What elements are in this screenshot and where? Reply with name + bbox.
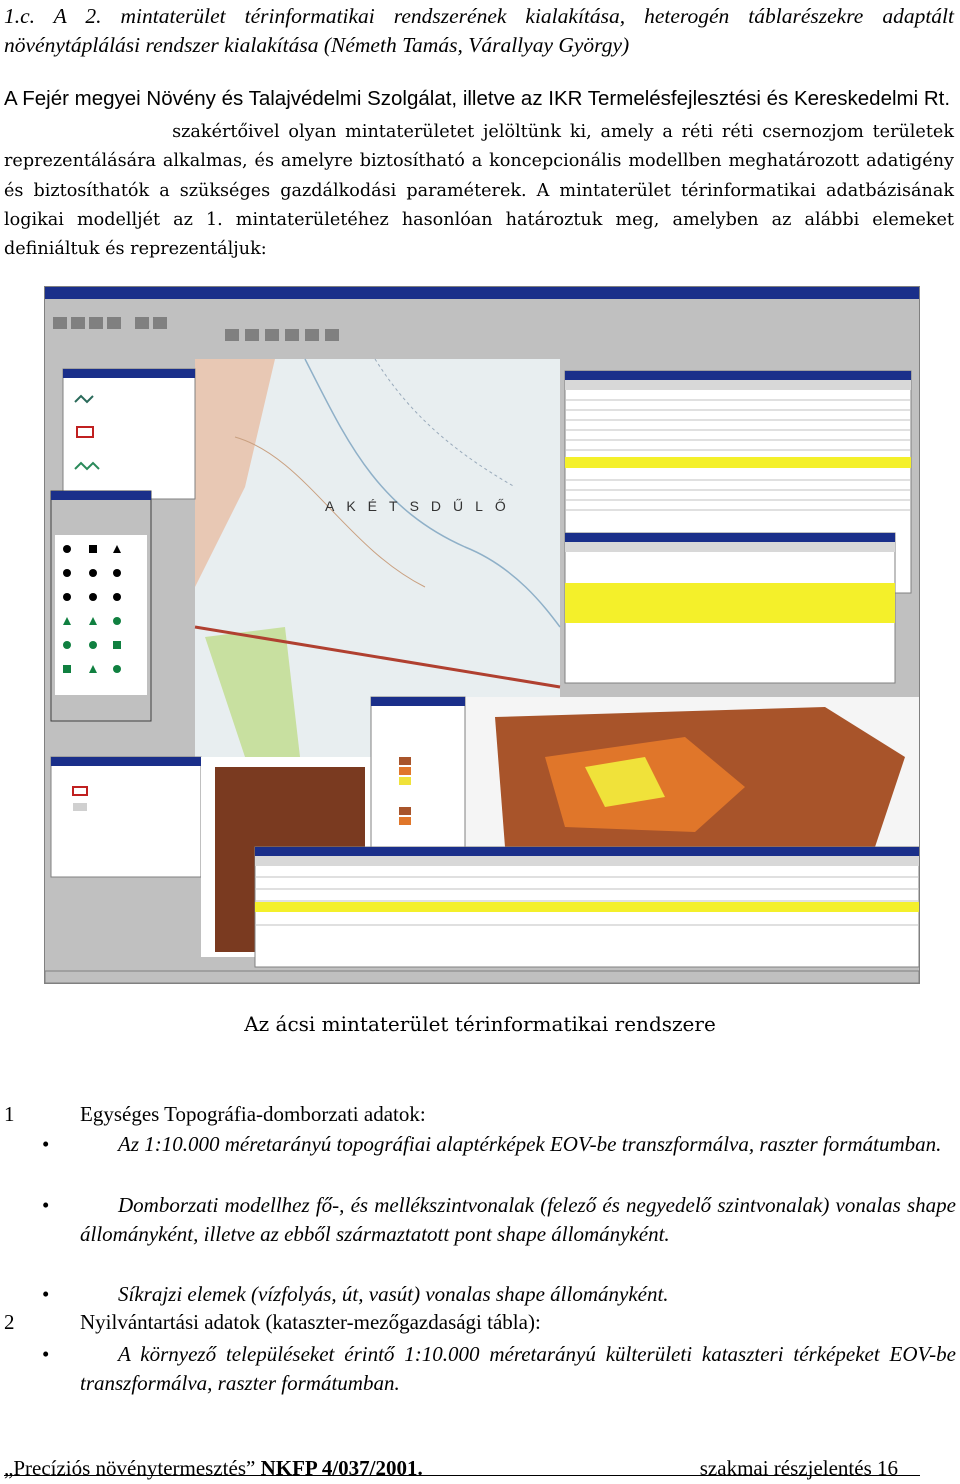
bullet-item: [42, 1130, 956, 1159]
section-heading: 1.c. A 2. mintaterület térinformatikai rendszerének kialakítása, heterogén táblarészekre adaptált növénytáplálási rendszer kialakítása (Németh Tamás, Várallyay György): [4, 4, 954, 57]
bullet-item: [42, 1340, 956, 1398]
bullet-icon: •: [42, 1342, 50, 1366]
bullet-icon: •: [42, 1282, 50, 1306]
intro-paragraph-text: szakértőivel olyan mintaterületet jelöltünk ki, amely a réti réti csernozjom területek reprezentálására alkalmas, és amelyre biztosítható a koncepcionális modellben meghatározott adatigény és biztosíthatók a szükséges gazdálkodási paraméterek. A mintaterület térinformatikai adatbázisának logikai modelljét az 1. mintaterületéhez hasonlóan határoztuk meg, amelyben az alábbi elemeket definiáltuk és reprezentáljuk:: [4, 122, 954, 260]
bullet-item: [42, 1280, 956, 1309]
item-title: Egységes Topográfia-domborzati adatok:: [80, 1102, 426, 1126]
bullet-text: A környező településeket érintő 1:10.000 méretarányú külterületi kataszteri térképeket EOV-be transzformálva, raszter formátumban.: [80, 1342, 956, 1395]
item-number: 2: [4, 1310, 15, 1334]
bullet-icon: •: [42, 1132, 50, 1156]
footer-project: NKFP 4/037/2001.: [260, 1456, 423, 1480]
intro-sans-line: A Fejér megyei Növény és Talajvédelmi Szolgálat, illetve az IKR Termelésfejlesztési és Kereskedelmi Rt.: [4, 87, 951, 110]
bullet-text: Síkrajzi elemek (vízfolyás, út, vasút) vonalas shape állományként.: [118, 1282, 669, 1306]
bullet-text: Az 1:10.000 méretarányú topográfiai alaptérképek EOV-be transzformálva, raszter formátumban.: [118, 1132, 942, 1156]
gis-screenshot-figure: [44, 286, 920, 984]
intro-paragraph: [4, 116, 954, 264]
gis-screenshot-drawing: [45, 287, 919, 983]
footer-title: „Precíziós növénytermesztés”: [4, 1456, 256, 1480]
svg-text:AKÉTSDŰLŐ: AKÉTSDŰLŐ: [325, 498, 518, 514]
footer-left: [4, 1456, 423, 1481]
item-title: Nyilvántartási adatok (kataszter-mezőgazdasági tábla):: [80, 1310, 541, 1334]
bullet-item: [42, 1191, 956, 1249]
bullet-icon: •: [42, 1193, 50, 1217]
figure-caption: Az ácsi mintaterület térinformatikai rendszere: [244, 1012, 716, 1036]
item-number: 1: [4, 1102, 15, 1126]
bullet-text: Domborzati modellhez fő-, és mellékszintvonalak (felező és negyedelő szintvonalak) vonalas shape állományként, illetve az ebből származtatott pont shape állományként.: [80, 1193, 956, 1246]
footer-right: szakmai részjelentés 16: [699, 1456, 898, 1480]
